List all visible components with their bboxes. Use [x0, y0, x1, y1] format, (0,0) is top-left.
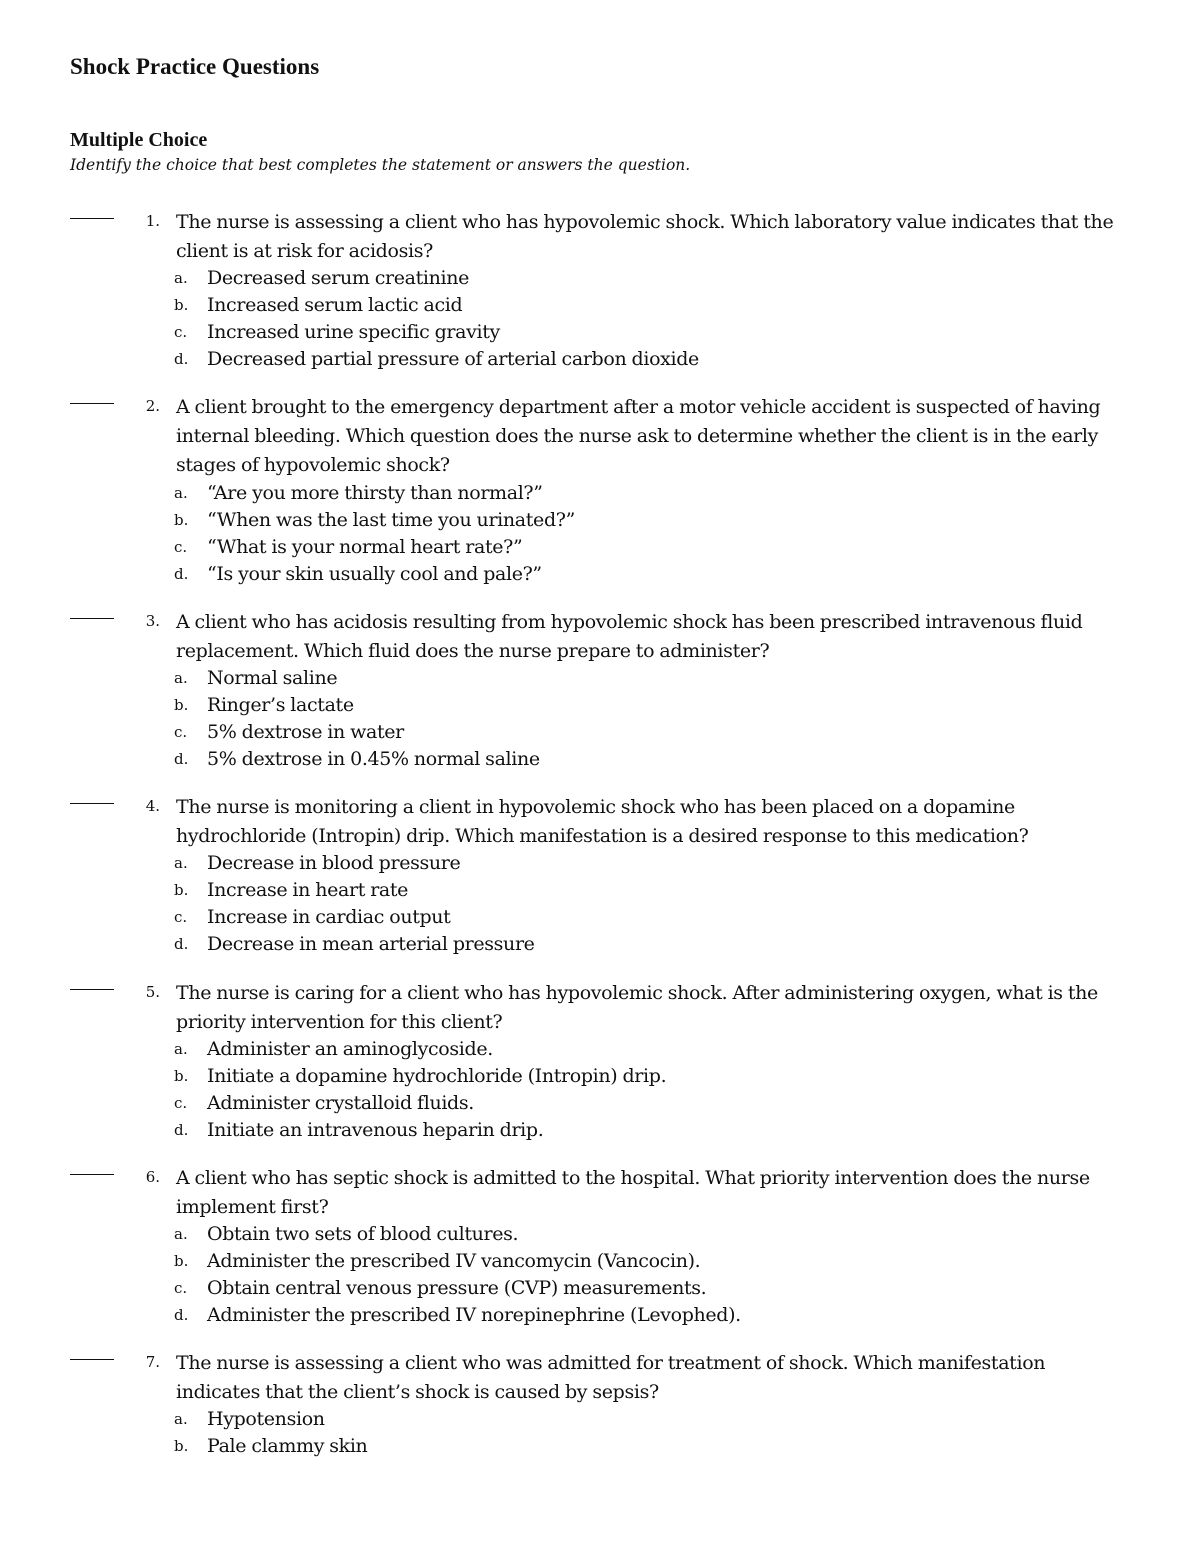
answer-blank[interactable]: [70, 218, 114, 219]
choice-letter: c.: [174, 323, 188, 341]
choice-letter: d.: [174, 565, 189, 583]
choice-letter: a.: [174, 854, 188, 872]
choice-letter: c.: [174, 1094, 188, 1112]
choice-text: Hypotension: [207, 1408, 325, 1430]
question-stem: A client who has septic shock is admitted to the hospital. What priority intervention does the nurse implement first?: [176, 1167, 1090, 1218]
choice-b: [0, 293, 1200, 320]
choice-letter: d.: [174, 935, 189, 953]
choice-b: [0, 1434, 1200, 1461]
answer-blank[interactable]: [70, 989, 114, 990]
choice-a: [0, 851, 1200, 878]
choice-a: [0, 1407, 1200, 1434]
choice-letter: d.: [174, 350, 189, 368]
choice-b: [0, 878, 1200, 905]
question-stem: The nurse is assessing a client who was admitted for treatment of shock. Which manifestation indicates that the client’s shock is caused by sepsis?: [176, 1352, 1046, 1403]
question-number: 3.: [145, 612, 160, 630]
question-number: 5.: [145, 983, 160, 1001]
choice-text: “What is your normal heart rate?”: [207, 536, 523, 558]
choice-letter: d.: [174, 750, 189, 768]
choice-text: 5% dextrose in water: [207, 721, 404, 743]
choice-a: [0, 666, 1200, 693]
choice-letter: c.: [174, 1279, 188, 1297]
choice-text: Normal saline: [207, 667, 338, 689]
choice-text: Increased urine specific gravity: [207, 321, 500, 343]
page-title: Shock Practice Questions: [70, 54, 320, 79]
choice-text: Decreased partial pressure of arterial carbon dioxide: [207, 348, 699, 370]
choice-c: [0, 320, 1200, 347]
choice-letter: b.: [174, 1067, 189, 1085]
choice-text: “When was the last time you urinated?”: [207, 509, 575, 531]
choice-letter: c.: [174, 908, 188, 926]
choice-b: [0, 1249, 1200, 1276]
choice-text: Initiate an intravenous heparin drip.: [207, 1119, 544, 1141]
question-stem: The nurse is monitoring a client in hypovolemic shock who has been placed on a dopamine hydrochloride (Intropin) drip. Which manifestation is a desired response to this medication?: [176, 796, 1029, 847]
choice-text: Obtain central venous pressure (CVP) measurements.: [207, 1277, 707, 1299]
choice-text: Administer an aminoglycoside.: [207, 1038, 493, 1060]
choice-a: [0, 266, 1200, 293]
choice-text: Initiate a dopamine hydrochloride (Intropin) drip.: [207, 1065, 667, 1087]
question-stem: The nurse is assessing a client who has hypovolemic shock. Which laboratory value indicates that the client is at risk for acidosis?: [176, 211, 1114, 262]
choice-c: [0, 720, 1200, 747]
choice-letter: b.: [174, 296, 189, 314]
choice-letter: a.: [174, 1410, 188, 1428]
choice-c: [0, 905, 1200, 932]
choice-text: “Are you more thirsty than normal?”: [207, 482, 543, 504]
choice-text: Increase in cardiac output: [207, 906, 451, 928]
choice-letter: a.: [174, 1225, 188, 1243]
choice-d: [0, 747, 1200, 774]
choice-c: [0, 1091, 1200, 1118]
choice-letter: c.: [174, 538, 188, 556]
choice-text: Increased serum lactic acid: [207, 294, 463, 316]
choice-b: [0, 1064, 1200, 1091]
choice-c: [0, 535, 1200, 562]
question-number: 7.: [145, 1353, 160, 1371]
choice-a: [0, 1037, 1200, 1064]
choice-d: [0, 1118, 1200, 1145]
choice-text: Ringer’s lactate: [207, 694, 354, 716]
choice-a: [0, 1222, 1200, 1249]
choice-text: “Is your skin usually cool and pale?”: [207, 563, 542, 585]
choice-letter: a.: [174, 269, 188, 287]
question-number: 1.: [145, 212, 160, 230]
choice-text: Administer crystalloid fluids.: [207, 1092, 474, 1114]
choice-text: 5% dextrose in 0.45% normal saline: [207, 748, 540, 770]
choice-d: [0, 562, 1200, 589]
answer-blank[interactable]: [70, 1359, 114, 1360]
choice-text: Increase in heart rate: [207, 879, 409, 901]
answer-blank[interactable]: [70, 1174, 114, 1175]
choice-letter: b.: [174, 511, 189, 529]
instructions-text: Identify the choice that best completes the statement or answers the question.: [70, 156, 691, 174]
question-stem: A client who has acidosis resulting from hypovolemic shock has been prescribed intravenous fluid replacement. Which fluid does the nurse prepare to administer?: [176, 611, 1083, 662]
choice-d: [0, 1303, 1200, 1330]
choice-text: Administer the prescribed IV vancomycin (Vancocin).: [207, 1250, 701, 1272]
choice-a: [0, 481, 1200, 508]
section-heading: Multiple Choice: [70, 129, 208, 151]
choice-letter: c.: [174, 723, 188, 741]
answer-blank[interactable]: [70, 618, 114, 619]
question-number: 6.: [145, 1168, 160, 1186]
choice-c: [0, 1276, 1200, 1303]
question-number: 4.: [145, 797, 160, 815]
choice-letter: a.: [174, 1040, 188, 1058]
choice-d: [0, 932, 1200, 959]
question-stem: The nurse is caring for a client who has hypovolemic shock. After administering oxygen, what is the priority intervention for this client?: [176, 982, 1098, 1033]
question-number: 2.: [145, 397, 160, 415]
choice-text: Decreased serum creatinine: [207, 267, 470, 289]
choice-letter: b.: [174, 696, 189, 714]
choice-b: [0, 693, 1200, 720]
choice-letter: a.: [174, 484, 188, 502]
answer-blank[interactable]: [70, 803, 114, 804]
choice-letter: d.: [174, 1306, 189, 1324]
answer-blank[interactable]: [70, 403, 114, 404]
choice-text: Obtain two sets of blood cultures.: [207, 1223, 519, 1245]
choice-letter: d.: [174, 1121, 189, 1139]
question-stem: A client brought to the emergency department after a motor vehicle accident is suspected of having internal bleeding. Which question does the nurse ask to determine whether the client is in the early stages of hypovolemic shock?: [176, 396, 1101, 476]
choice-text: Decrease in blood pressure: [207, 852, 461, 874]
choice-letter: b.: [174, 1252, 189, 1270]
choice-letter: a.: [174, 669, 188, 687]
choice-letter: b.: [174, 881, 189, 899]
choice-text: Administer the prescribed IV norepinephrine (Levophed).: [207, 1304, 741, 1326]
choice-text: Decrease in mean arterial pressure: [207, 933, 535, 955]
choice-b: [0, 508, 1200, 535]
choice-letter: b.: [174, 1437, 189, 1455]
choice-text: Pale clammy skin: [207, 1435, 368, 1457]
choice-d: [0, 347, 1200, 374]
